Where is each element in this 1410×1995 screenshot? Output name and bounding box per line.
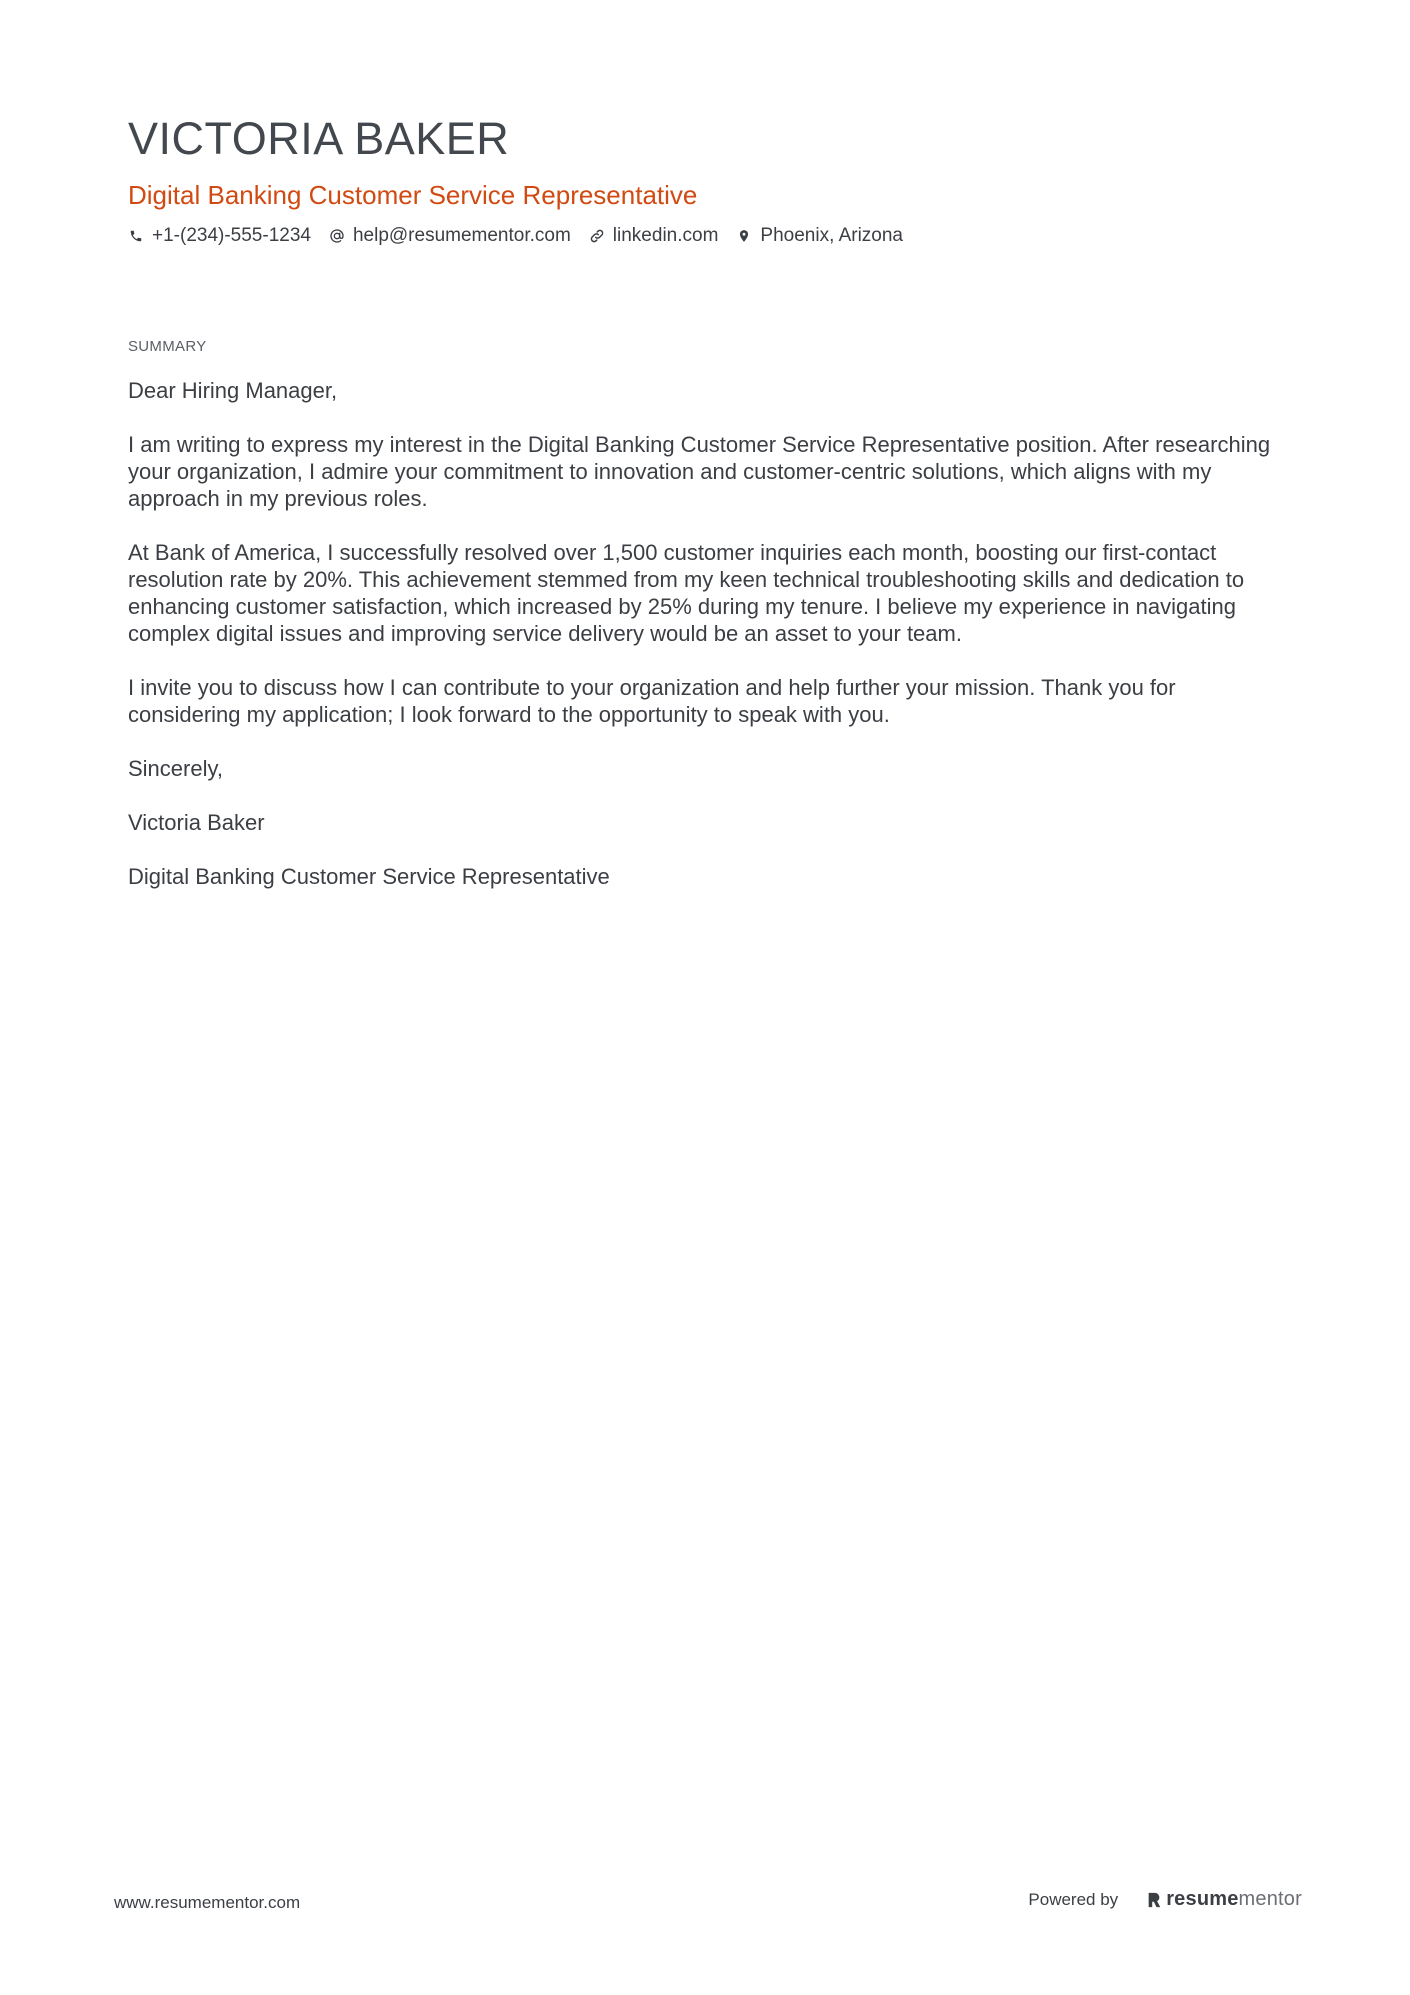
contact-bar bbox=[128, 225, 1282, 247]
brand-text-bold: resume bbox=[1166, 1888, 1239, 1910]
location-pin-icon bbox=[736, 228, 752, 244]
contact-website[interactable] bbox=[589, 225, 719, 247]
brand-logo[interactable] bbox=[1146, 1888, 1302, 1911]
contact-location bbox=[736, 225, 903, 247]
candidate-name: VICTORIA BAKER bbox=[128, 113, 510, 164]
letter-signature-name: Victoria Baker bbox=[128, 810, 265, 835]
phone-icon bbox=[128, 228, 144, 244]
candidate-role: Digital Banking Customer Service Representative bbox=[128, 180, 698, 210]
footer-website-link[interactable]: www.resumementor.com bbox=[114, 1893, 301, 1912]
link-icon bbox=[589, 228, 605, 244]
letter-paragraph: I am writing to express my interest in the Digital Banking Customer Service Representative position. After researching your organization, I admire your commitment to innovation and customer-centric solutions, which aligns with my approach in my previous roles. bbox=[128, 432, 1271, 511]
letter-greeting: Dear Hiring Manager, bbox=[128, 378, 338, 403]
phone-text: +1-(234)-555-1234 bbox=[152, 225, 311, 247]
section-heading-summary: SUMMARY bbox=[128, 338, 207, 355]
letter-paragraph: I invite you to discuss how I can contribute to your organization and help further your mission. Thank you for considering my application; I look forward to the opportunity to speak with you. bbox=[128, 675, 1176, 727]
contact-phone bbox=[128, 225, 311, 247]
at-icon bbox=[329, 228, 345, 244]
brand-text-light: mentor bbox=[1238, 1888, 1302, 1910]
summary-section bbox=[128, 338, 1288, 917]
resumementor-logo-icon bbox=[1146, 1892, 1162, 1908]
footer-powered-by bbox=[1028, 1888, 1302, 1911]
contact-email[interactable] bbox=[329, 225, 571, 247]
email-text: help@resumementor.com bbox=[352, 225, 571, 247]
letter-closing: Sincerely, bbox=[128, 756, 223, 781]
letter-signature-title: Digital Banking Customer Service Representative bbox=[128, 864, 610, 889]
location-text: Phoenix, Arizona bbox=[760, 225, 903, 247]
website-text: linkedin.com bbox=[612, 225, 719, 247]
letter-body bbox=[128, 377, 1288, 890]
header bbox=[128, 112, 1282, 247]
letter-paragraph: At Bank of America, I successfully resolved over 1,500 customer inquiries each month, boosting our first-contact resolution rate by 20%. This achievement stemmed from my keen technical troubleshooting skills and dedication to enhancing customer satisfaction, which increased by 25% during my tenure. I believe my experience in navigating complex digital issues and improving service delivery would be an asset to your team. bbox=[128, 540, 1245, 646]
powered-by-label: Powered by bbox=[1028, 1889, 1119, 1909]
